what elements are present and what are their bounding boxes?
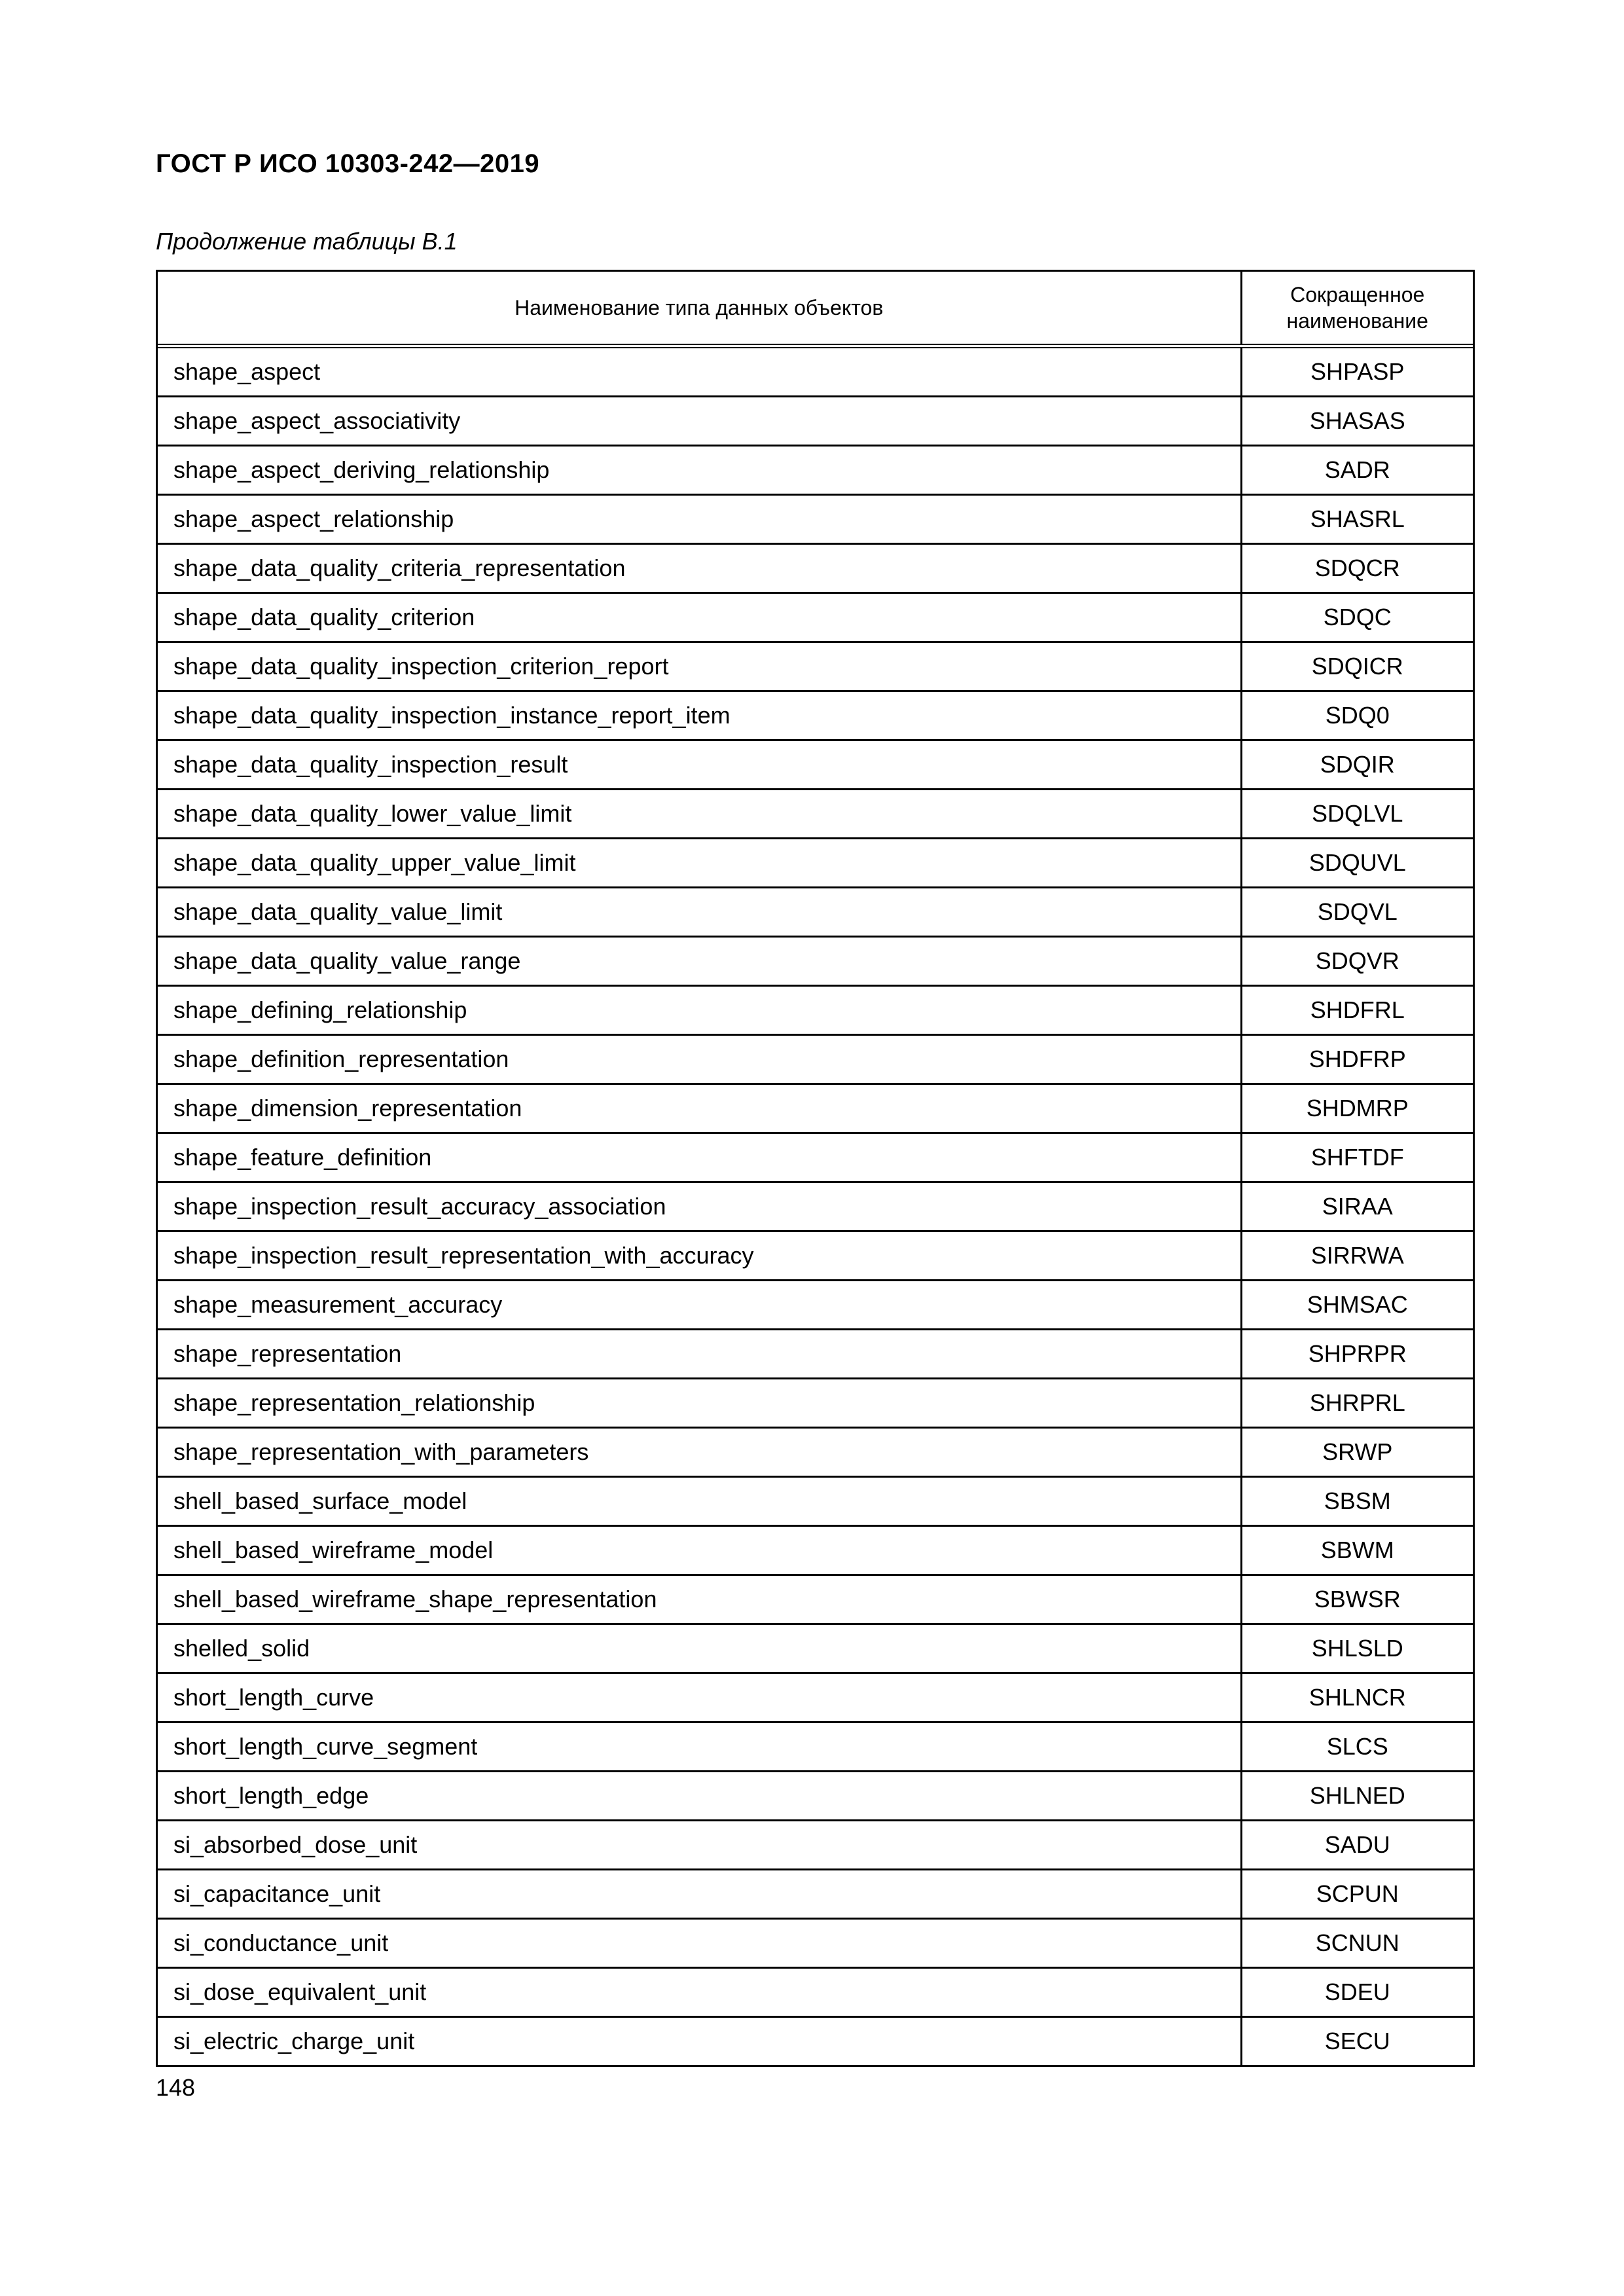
table-row — [158, 1772, 1473, 1821]
entity-type-abbreviation: SHDFRL — [1241, 986, 1473, 1035]
entity-type-abbreviation: SDQLVL — [1241, 790, 1473, 839]
entity-type-abbreviation: SHMSAC — [1241, 1281, 1473, 1330]
table-row — [158, 691, 1473, 740]
entity-type-name: shape_inspection_result_representation_with_accuracy — [158, 1231, 1241, 1281]
entity-type-abbreviation: SBWSR — [1241, 1575, 1473, 1624]
entity-type-name: si_capacitance_unit — [158, 1870, 1241, 1919]
table-row — [158, 544, 1473, 593]
entity-type-name: shape_inspection_result_accuracy_association — [158, 1182, 1241, 1231]
entity-type-abbreviation: SHASAS — [1241, 397, 1473, 446]
column-header-name: Наименование типа данных объектов — [158, 272, 1241, 346]
table-row — [158, 986, 1473, 1035]
entity-type-abbreviation: SECU — [1241, 2017, 1473, 2066]
entity-type-abbreviation: SRWP — [1241, 1428, 1473, 1477]
entity-type-name: shape_aspect_associativity — [158, 397, 1241, 446]
entity-type-name: shape_data_quality_inspection_criterion_report — [158, 642, 1241, 691]
entity-type-name: si_dose_equivalent_unit — [158, 1968, 1241, 2017]
entity-type-abbreviation: SADU — [1241, 1821, 1473, 1870]
entity-type-name: short_length_curve — [158, 1673, 1241, 1722]
entity-type-name: shell_based_wireframe_shape_representation — [158, 1575, 1241, 1624]
entity-type-abbreviation: SCNUN — [1241, 1919, 1473, 1968]
table-row — [158, 1968, 1473, 2017]
table-row — [158, 1428, 1473, 1477]
table-row — [158, 1624, 1473, 1673]
table-row — [158, 839, 1473, 888]
entity-type-name: shape_data_quality_criterion — [158, 593, 1241, 642]
entity-type-abbreviation: SDQVR — [1241, 937, 1473, 986]
table-row — [158, 790, 1473, 839]
table-row — [158, 888, 1473, 937]
entity-type-name: si_absorbed_dose_unit — [158, 1821, 1241, 1870]
entity-type-abbreviation: SDQICR — [1241, 642, 1473, 691]
entity-type-name: shape_dimension_representation — [158, 1084, 1241, 1133]
entity-type-abbreviation: SHLNED — [1241, 1772, 1473, 1821]
table-row — [158, 740, 1473, 790]
table-body — [158, 346, 1473, 2066]
entity-type-abbreviation: SHASRL — [1241, 495, 1473, 544]
entity-type-abbreviation: SHRPRL — [1241, 1379, 1473, 1428]
table-row — [158, 1919, 1473, 1968]
entity-type-abbreviation: SLCS — [1241, 1722, 1473, 1772]
entity-type-name: short_length_edge — [158, 1772, 1241, 1821]
column-header-abbr-line2: наименование — [1286, 309, 1428, 333]
table-row — [158, 593, 1473, 642]
table-caption: Продолжение таблицы В.1 — [156, 228, 458, 255]
table-row — [158, 1379, 1473, 1428]
entity-type-name: shape_representation_with_parameters — [158, 1428, 1241, 1477]
entity-type-name: shape_representation — [158, 1330, 1241, 1379]
entity-type-name: si_conductance_unit — [158, 1919, 1241, 1968]
entity-type-abbreviation: SHFTDF — [1241, 1133, 1473, 1182]
entity-type-name: shape_representation_relationship — [158, 1379, 1241, 1428]
entity-type-abbreviation: SHLSLD — [1241, 1624, 1473, 1673]
column-header-abbr-line1: Сокращенное — [1290, 283, 1425, 306]
column-header-abbr — [1241, 272, 1473, 346]
table-row — [158, 1035, 1473, 1084]
table-row — [158, 397, 1473, 446]
entity-type-abbreviation: SBSM — [1241, 1477, 1473, 1526]
entity-type-name: shape_data_quality_value_range — [158, 937, 1241, 986]
table-row — [158, 346, 1473, 397]
entity-type-name: shape_data_quality_criteria_representation — [158, 544, 1241, 593]
entity-type-name: shape_feature_definition — [158, 1133, 1241, 1182]
table-row — [158, 1477, 1473, 1526]
entity-type-abbreviation: SDQ0 — [1241, 691, 1473, 740]
page-number: 148 — [156, 2074, 196, 2101]
entity-type-abbreviation: SDQC — [1241, 593, 1473, 642]
entity-type-name: shape_aspect_deriving_relationship — [158, 446, 1241, 495]
entity-type-name: shape_measurement_accuracy — [158, 1281, 1241, 1330]
entity-type-name: shape_data_quality_inspection_instance_report_item — [158, 691, 1241, 740]
entity-type-abbreviation: SHDMRP — [1241, 1084, 1473, 1133]
entity-type-abbreviation: SHLNCR — [1241, 1673, 1473, 1722]
table-row — [158, 1182, 1473, 1231]
entity-type-name: shape_aspect — [173, 358, 321, 385]
table-row — [158, 2017, 1473, 2066]
entity-type-name: shape_data_quality_value_limit — [158, 888, 1241, 937]
entity-type-name: shell_based_wireframe_model — [158, 1526, 1241, 1575]
entity-type-name: shape_data_quality_inspection_result — [158, 740, 1241, 790]
entity-type-name: shape_definition_representation — [158, 1035, 1241, 1084]
entity-type-abbreviation: SCPUN — [1241, 1870, 1473, 1919]
table-row — [158, 1330, 1473, 1379]
table-row — [158, 1870, 1473, 1919]
entity-type-abbreviation: SIRAA — [1241, 1182, 1473, 1231]
entity-type-abbreviation: SADR — [1241, 446, 1473, 495]
entity-type-abbreviation: SHDFRP — [1241, 1035, 1473, 1084]
entity-type-name: shape_data_quality_upper_value_limit — [158, 839, 1241, 888]
entity-type-name: si_electric_charge_unit — [158, 2017, 1241, 2066]
table-row — [158, 1133, 1473, 1182]
entity-type-name: shelled_solid — [158, 1624, 1241, 1673]
table-row — [158, 1722, 1473, 1772]
table-row — [158, 1084, 1473, 1133]
document-header: ГОСТ Р ИСО 10303-242—2019 — [156, 149, 540, 178]
entity-type-abbreviation: SDQUVL — [1241, 839, 1473, 888]
entity-type-name: shell_based_surface_model — [158, 1477, 1241, 1526]
table-row — [158, 495, 1473, 544]
table-row — [158, 1231, 1473, 1281]
table-row — [158, 1821, 1473, 1870]
table-row — [158, 937, 1473, 986]
entity-type-abbreviation: SIRRWA — [1241, 1231, 1473, 1281]
entity-type-abbreviation: SDQCR — [1241, 544, 1473, 593]
entity-type-abbreviation: SDQVL — [1241, 888, 1473, 937]
table-row — [158, 1526, 1473, 1575]
table-row — [158, 446, 1473, 495]
entity-type-abbreviation: SDQIR — [1241, 740, 1473, 790]
table-row — [158, 1281, 1473, 1330]
entity-type-name: shape_data_quality_lower_value_limit — [158, 790, 1241, 839]
entity-type-name: shape_defining_relationship — [158, 986, 1241, 1035]
entity-type-abbreviation: SHPASP — [1241, 346, 1473, 397]
entity-type-abbreviation: SHPRPR — [1241, 1330, 1473, 1379]
entity-type-name: short_length_curve_segment — [158, 1722, 1241, 1772]
entity-type-abbreviation: SDEU — [1241, 1968, 1473, 2017]
table-row — [158, 642, 1473, 691]
table-row — [158, 1673, 1473, 1722]
data-type-table — [156, 270, 1475, 2067]
entity-type-abbreviation: SBWM — [1241, 1526, 1473, 1575]
table-header-row — [158, 272, 1473, 346]
entity-type-name: shape_aspect_relationship — [158, 495, 1241, 544]
table-row — [158, 1575, 1473, 1624]
